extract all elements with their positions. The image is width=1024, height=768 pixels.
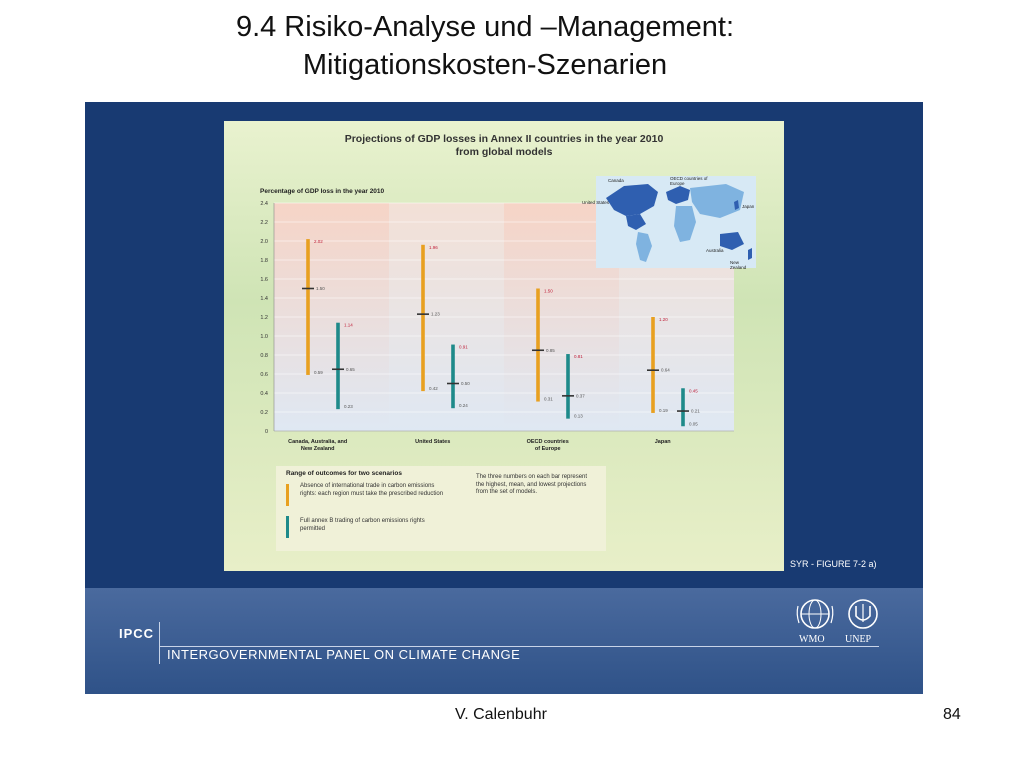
y-tick-label: 0 — [264, 429, 268, 435]
mean-value-label: 1.50 — [316, 286, 325, 291]
low-value-label: 0.24 — [459, 403, 468, 409]
y-tick-label: 0.6 — [260, 372, 268, 378]
legend-item-no-trade: Absence of international trade in carbon emissions rights: each region must take the prescribed reduction — [300, 483, 444, 497]
high-value-label: 0.45 — [689, 388, 698, 394]
mean-value-label: 1.23 — [431, 311, 440, 317]
y-tick-label: 1.2 — [260, 315, 268, 321]
mean-value-label: 0.65 — [346, 366, 355, 372]
x-category-label: United States — [415, 439, 451, 445]
high-value-label: 2.02 — [314, 239, 323, 245]
y-tick-label: 0.2 — [260, 410, 268, 416]
gdp-loss-figure — [224, 121, 784, 571]
ipcc-short-name: IPCC — [119, 626, 155, 641]
slide-title — [0, 8, 970, 84]
range-bar — [681, 388, 685, 426]
low-value-label: 0.23 — [344, 404, 353, 410]
x-category-label: OECD countries of Europe — [526, 439, 569, 452]
range-bar — [336, 323, 340, 409]
y-tick-label: 1.0 — [260, 334, 268, 340]
range-bar — [566, 354, 570, 419]
mean-value-label: 0.21 — [691, 408, 700, 414]
map-label-united-states: United States — [582, 200, 610, 205]
ipcc-figure-panel — [85, 102, 923, 694]
mean-value-label: 0.85 — [546, 347, 555, 353]
y-tick-label: 2.0 — [260, 239, 268, 245]
slide-title-line2: Mitigationskosten-Szenarien — [302, 49, 668, 81]
low-value-label: 0.05 — [689, 421, 698, 427]
legend-swatch-full-trade — [286, 516, 289, 538]
ipcc-divider-vertical — [159, 622, 160, 664]
high-value-label: 1.50 — [544, 288, 553, 294]
chart-title: Projections of GDP losses in Annex II countries in the year 2010 from global models — [344, 133, 664, 158]
unep-label: UNEP — [845, 634, 872, 645]
y-tick-label: 1.4 — [260, 296, 268, 302]
chart-legend — [276, 466, 606, 551]
x-category-label: Japan — [654, 439, 671, 445]
mean-value-label: 0.64 — [661, 367, 670, 373]
mean-value-label: 0.37 — [576, 393, 585, 399]
high-value-label: 1.14 — [344, 322, 353, 328]
range-bar — [306, 239, 310, 375]
y-tick-label: 2.4 — [260, 201, 268, 207]
y-tick-label: 2.2 — [260, 220, 268, 226]
y-tick-label: 1.8 — [260, 258, 268, 264]
map-label-japan: Japan — [742, 204, 755, 209]
map-label-australia: Australia — [706, 248, 724, 253]
map-label-oecd-europe: OECD countries of Europe — [670, 176, 708, 186]
low-value-label: 0.59 — [314, 369, 323, 375]
world-map-icon — [596, 176, 756, 268]
slide-title-line1: 9.4 Risiko-Analyse und –Management: — [235, 11, 735, 43]
low-value-label: 0.42 — [429, 386, 438, 392]
legend-item-full-trade: Full annex B trading of carbon emissions rights permitted — [300, 518, 425, 532]
map-label-new-zealand: New Zealand — [730, 260, 747, 270]
world-map — [582, 176, 756, 270]
range-bar — [651, 317, 655, 413]
high-value-label: 0.81 — [574, 354, 583, 360]
low-value-label: 0.13 — [574, 413, 583, 419]
high-value-label: 1.96 — [429, 244, 438, 250]
unep-logo-icon — [843, 596, 883, 632]
footer-author: V. Calenbuhr — [455, 706, 547, 723]
low-value-label: 0.31 — [544, 396, 553, 402]
range-bar — [536, 289, 540, 402]
figure-reference: SYR - FIGURE 7-2 a) — [790, 559, 877, 569]
legend-note: The three numbers on each bar represent the highest, mean, and lowest projections from the set of models. — [476, 474, 588, 495]
y-tick-label: 1.6 — [260, 277, 268, 283]
high-value-label: 1.20 — [659, 317, 668, 322]
map-label-canada: Canada — [608, 178, 624, 183]
y-tick-label: 0.4 — [260, 391, 268, 397]
wmo-logo-icon — [795, 596, 835, 632]
low-value-label: 0.19 — [659, 407, 668, 413]
page-number: 84 — [943, 706, 961, 723]
y-axis-label: Percentage of GDP loss in the year 2010 — [260, 188, 385, 195]
wmo-label: WMO — [799, 634, 825, 645]
high-value-label: 0.91 — [459, 344, 468, 350]
ipcc-full-name: INTERGOVERNMENTAL PANEL ON CLIMATE CHANGE — [167, 647, 521, 662]
x-category-label: Canada, Australia, and New Zealand — [288, 439, 348, 452]
y-tick-label: 0.8 — [260, 353, 268, 359]
legend-swatch-no-trade — [286, 484, 289, 506]
legend-heading: Range of outcomes for two scenarios — [286, 470, 402, 477]
mean-value-label: 0.50 — [461, 381, 470, 386]
range-bar — [451, 345, 455, 409]
range-bar — [421, 245, 425, 391]
